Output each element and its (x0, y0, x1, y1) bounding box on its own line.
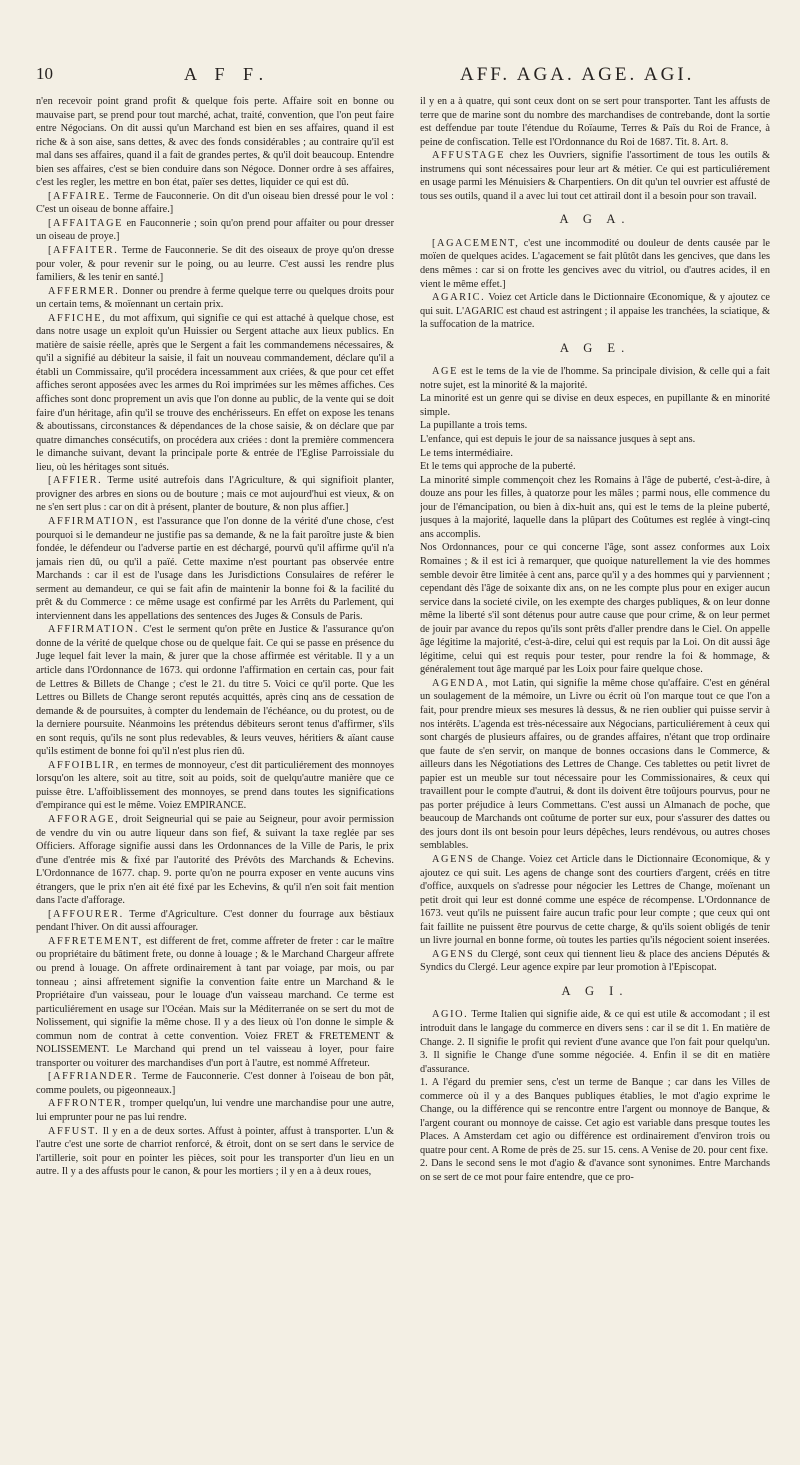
entry-headword: [AFFOURER. (48, 908, 124, 920)
dictionary-entry (420, 948, 770, 975)
entry-text: Terme de Fauconnerie. C'est donner à l'oiseau de bon pât, comme poulets, ou pigeonneaux.] (36, 1071, 394, 1096)
right-running-title: AFF. AGA. AGE. AGI. (460, 64, 695, 85)
text-columns (36, 95, 770, 1465)
dictionary-entry (36, 813, 394, 908)
dictionary-entry (36, 217, 394, 244)
entry-text: est le tems de la vie de l'homme. Sa principale division, & celle qui a fait notre sujet, est la minorité & la majorité. (420, 366, 770, 391)
entry-text: Terme Italien qui signifie aide, & ce qui est utile & accomodant ; il est introduit dans le langage du commerce en divers sens : car il se dit 1. En matière de Change. 2. Il signifie le profit qui revient d'une avance que l'on fait pour quelqu'un. 3. Il signifie le Change d'une somme négociée. 4. Enfin il se dit en matière d'assurance. (420, 1009, 770, 1075)
entry-headword: AFFIRMATION, (48, 515, 140, 527)
entry-text: Et le tems qui approche de la puberté. (420, 461, 576, 473)
dictionary-entry (420, 419, 770, 433)
entry-text: 1. A l'égard du premier sens, c'est un terme de Banque ; car dans les Villes de commerce où il y a des Banques publiques établies, le mot d'agio exprime le Change, ou la différence qui se rencontre entre l'argent ou monnoye de Banque, & l'argent courant ou monnoye de caisse. Cet agio est variable dans presque toutes les Places. A Amsterdam cet agio ou différence est ordinairement d'environ trois ou quatre pour cent. A Rome de près de 25. sur 15. cens. A Venise de 20. pour cent fixe. (420, 1077, 770, 1156)
dictionary-entry (420, 1008, 770, 1076)
entry-text: n'en recevoir point grand profit & quelque fois perte. Affaire soit en bonne ou mauvaise part, se prend pour tout marché, achat, traité, convention, que l'on peut faire entre Négocians. On dit aussi qu'un Marchand est bien en ses affaires, quand il est riche & à son aise, sans dettes, & avec des fonds considérables ; au contraire qu'il est mal dans ses affaires, quand il a fait de grandes pertes, & qu'il doit beaucoup. Entendre bien ses affaires, c'est se bien conduire dans son Négoce. Donner ordre à ses affaires, c'est les regler, les mettre en bon état, païer ses dettes, liquider ce qui est dû. (36, 96, 394, 189)
entry-headword: [AFFRIANDER. (48, 1071, 138, 1083)
dictionary-entry (420, 541, 770, 676)
dictionary-entry (420, 95, 770, 149)
entry-headword: AFFOIBLIR, (48, 759, 120, 771)
entry-text: est different de fret, comme affreter de freter : car le maître ou propriétaire du bâtiment frete, ou donne à louage ; & le Marchand Chargeur affrete ou prend à louage. On affrete ordinairement à tant par voiage, par mois, ou par tonneau ; ainsi affretement signifie la convention faite entre un Marchand & le Propriétaire d'un vaisseau, pour le louage d'un vaisseau marchand. Ce terme est particuliérement en usage sur l'Océan. Mais sur la Méditerranée on se sert du mot de Nolissement, qui signifie la même chose. Il y a des lieux où l'on donne le simple & commun nom de contrat à cette convention. Voiez FRET & FRETEMENT & NOLISSEMENT. Le Marchand qui prend un tel vaisseau à loyer, pour faire transporter ou voiturer des marchandises d'un port à l'autre, est nommé Affreteur. (36, 935, 394, 1069)
dictionary-entry (420, 677, 770, 853)
entry-headword: [AFFAITER. (48, 245, 119, 257)
entry-text: il y en a à quatre, qui sont ceux dont on se sert pour transporter. Tant les affusts de terre que de marine sont du nombre des marchandises de contrebande, dont la sortie est deffendue par toute l'étendue du Roïaume, Terres & Païs du Roi de France, à peine de confiscation. Telle est l'Ordonnance du Roi de 1687. Tit. 8. Art. 8. (420, 96, 770, 148)
dictionary-entry (36, 623, 394, 758)
dictionary-entry (420, 1076, 770, 1157)
dictionary-entry (420, 291, 770, 332)
entry-text: droit Seigneurial qui se paie au Seigneur, pour avoir permission de vendre du vin ou autre liqueur dans son fief, & suivant la taxe reglée par ses Officiers. Afforage signifie aussi dans les Ordonnances de la Ville de Paris, le prix d'une d'entrée mis & fixé par l'autorité des Prévôts des Marchands & Echevins. L'Ordonnance de 1677. chap. 9. porte qu'on ne pourra exposer en vente aucuns vins étrangers, que le prix n'en ait été fixé par les Echevins, & qu'il n'en soit fait mention dans l'acte d'afforage. (36, 813, 394, 907)
entry-text: chez les Ouvriers, signifie l'assortiment de tous les outils & instrumens qui sont nécessaires pour leur art & métier. Ce qui est particuliérement en usage parmi les Ménuisiers & Charpentiers. On dit qu'un tel ouvrier est affusté de tous ses outils, quand il a avec lui tout cet attirail dont il a besoin pour son travail. (420, 150, 770, 202)
dictionary-entry (36, 95, 394, 190)
entry-text: Donner ou prendre à ferme quelque terre ou quelques droits pour un certain tems, & moïennant un certain prix. (36, 285, 394, 311)
right-column (420, 95, 770, 1465)
section-heading: A G I. (561, 983, 629, 998)
entry-headword: AFFIRMATION. (48, 624, 140, 636)
dictionary-entry (36, 285, 394, 312)
entry-headword: AGE (432, 366, 458, 378)
entry-text: mot Latin, qui signifie la même chose qu'affaire. C'est en général un soulagement de la mémoire, un Livre ou écrit où l'on marque tout ce que l'on a fait, pour prendre mieux ses mesures là dessus, & ne rien oublier qui puisse servir à nos intérêts. L'agenda est très-nécessaire aux Négocians, particuliérement à ceux qui sont chargés de plusieurs affaires, ou de grandes affaires, n'étant que trop ordinaire que faute de s'en servir, on manque de bonnes occasions dans le Commerce, & ailleurs dans les Négotiations des Lettres de Change. Ces tablettes ou petit livret de papier est un meuble sur tout nécessaire pour les Commissionaires, & ceux qui travaillent pour le compte d'autrui, & dont ils doivent être toûjours pourvus, pour ne pas porter préjudice à leurs Commettans. C'est aussi un Almanach de poche, que beaucoup de Marchands ont coûtume de porter sur eux, pour s'assurer des dattes ou des jours dont ils ont besoin pour leurs dépêches, leurs rendévous, ou autres choses semblables. (420, 677, 770, 852)
entry-headword: AGIO. (432, 1009, 469, 1021)
section-heading: A G E. (559, 340, 631, 355)
entry-text: tromper quelqu'un, lui vendre une marchandise pour une autre, lui emprunter pour ne pas lui rendre. (36, 1098, 394, 1124)
dictionary-entry (420, 149, 770, 203)
entry-text: en termes de monnoyeur, c'est dit particuliérement des monnoyes lorsqu'on les altere, soit au titre, soit au poids, soit de quelqu'autre manière que ce puisse être. L'affoiblissement des monnoyes, se prend dans toutes les significations d'empirance qui est le même. Voiez EMPIRANCE. (36, 759, 394, 812)
entry-headword: AFFUSTAGE (432, 150, 506, 162)
entry-headword: AGARIC. (432, 292, 486, 304)
left-running-title: A F F. (184, 64, 271, 84)
entry-headword: [AGACEMENT, (432, 237, 520, 249)
entry-text: La minorité est un genre qui se divise en deux especes, en pupillante & en minorité simple. (420, 393, 770, 418)
dictionary-entry (420, 1157, 770, 1184)
entry-headword: AFFORAGE, (48, 813, 120, 825)
entry-headword: AFFICHE, (48, 312, 107, 324)
entry-text: de Change. Voiez cet Article dans le Dictionnaire Œconomique, & y ajoutez ce qui suit. Les agens de change sont des courtiers d'argent, créés en titre d'office, auxquels on s'adresse pour négocier les Lettres de Change, moïenant un petit droit qui leur est donné comme une espéce de récompense. L'Ordonnance de 1673. veut qu'ils ne puissent faire aucun trafic pour leur compte ; que ceux qui ont fait faillite ne puissent être pourvus de cette charge, & qu'ils soient obligés de tenir un livre journal en bonne forme, où toutes les parties qu'ils négocient soient inserées. (420, 853, 770, 947)
dictionary-entry (36, 244, 394, 285)
dictionary-entry (36, 908, 394, 935)
entry-text: Voiez cet Article dans le Dictionnaire Œconomique, & y ajoutez ce qui suit. L'AGARIC est chaud est astringent ; il appaise les tranchées, la sciatique, & la suffocation de la matrice. (420, 292, 770, 331)
left-column (36, 95, 394, 1465)
dictionary-entry (420, 853, 770, 948)
dictionary-entry (36, 759, 394, 813)
entry-text: Terme de Fauconnerie. Se dit des oiseaux de proye qu'on dresse pour voler, & pour revenir sur le poing, ou au leurre. C'est aussi les rendre plus familiers, & les tenir en santé.] (36, 245, 394, 284)
entry-headword: AGENS (432, 853, 475, 865)
dictionary-entry (420, 237, 770, 291)
entry-text: en Fauconnerie ; soin qu'on prend pour affaiter ou pour dresser un oiseau de proye.] (36, 217, 394, 243)
dictionary-entry (420, 474, 770, 542)
running-header (36, 64, 764, 90)
entry-text: du Clergé, sont ceux qui tiennent lieu & place des anciens Députés & Syndics du Clergé. Leur agence expire par leur promotion à l'Episcopat. (420, 948, 770, 974)
entry-text: Terme de Fauconnerie. On dit d'un oiseau bien dressé pour le vol : C'est un oiseau de bonne affaire.] (36, 190, 394, 216)
dictionary-entry (420, 392, 770, 419)
entry-text: La minorité simple commençoit chez les Romains à l'âge de puberté, c'est-à-dire, à douze ans pour les filles, à quatorze pour les mâles ; parmi nous, elle commence du jour de l'émancipation, ou bien à dix-huit ans, qui est le tems de la pleine puberté, jusques à la majorité, laquelle dans la plûpart des Coûtumes est reglée à vingt-cinq ans accomplis. (420, 474, 770, 540)
entry-headword: [AFFAITAGE (48, 217, 124, 229)
dictionary-entry (36, 1125, 394, 1179)
dictionary-entry (36, 1097, 394, 1124)
entry-text: Nos Ordonnances, pour ce qui concerne l'âge, sont assez conformes aux Loix Romaines ; & il est ici à remarquer, que quoique naturellement la vie des hommes semble devoir être limitée à cent ans, parce qu'il y a des hommes qui y parviennent ; cependant dès l'âge de soixante dix ans, on ne les compte plus pour en exiger aucun service dans la societé civile, on les exempte des charges publiques, & on leur donne même la liberté s'il sont détenus pour autre cause que pour crime, & on leur permet de jouir par avance du repos qu'ils sont prêts d'aller prendre dans le Ciel. On appelle âge légitime la majorité, c'est-à-dire, celui qui est requis par la Loi. On dit aussi âge légitime, celui qui est requis pour tester, pour rendre la foi & hommage, & généralement tout âge marqué par les Loix pour faire quelque chose. (420, 542, 770, 676)
entry-headword: AFFUST. (48, 1125, 100, 1137)
entry-text: du mot affixum, qui signifie ce qui est attaché à quelque chose, est dans notre usage un exploit qu'un Huissier ou Sergent attache aux lieux publics. En matière de saisie réelle, après que le Sergent a fait les commandemens nécessaires, & qu'il a signifié au débiteur la saisie, il fait un nouveau commandement, déclare qu'il a établi un Commissaire, qu'il procédera incessamment aux criées, & que pour cet effet affiches seront apposées avec les armes du Roi imprimées sur les mêmes affiches. Ces affiches sont donc proprement un avis que l'on donne au public, de la vente qui se doit faire d'un héritage, afin qu'il se trouve des enchérisseurs. En effet on expose les tenans & aboutissans, circonstances & dépendances de la chose saisie, & on déclare que par quatre dimanches consécutifs, on procédera aux criées : dont la première commencera le dimanche suivant, devant la principale porte & entrée de l'Eglise Parroissiale du lieu, où les héritages sont situés. (36, 312, 394, 473)
entry-headword: [AFFIER. (48, 475, 103, 487)
entry-text: Terme d'Agriculture. C'est donner du fourrage aux bêstiaux pendant l'hiver. On dit aussi affourager. (36, 908, 394, 934)
entry-headword: AFFRETEMENT, (48, 935, 143, 947)
entry-headword: AFFRONTER, (48, 1098, 127, 1110)
entry-text: L'enfance, qui est depuis le jour de sa naissance jusques à sept ans. (420, 434, 696, 446)
dictionary-entry (36, 935, 394, 1070)
dictionary-entry (36, 190, 394, 217)
dictionary-entry (36, 312, 394, 475)
entry-text: La pupillante a trois tems. (420, 420, 528, 432)
dictionary-entry (36, 515, 394, 623)
entry-text: C'est le serment qu'on prête en Justice & l'assurance qu'on donne de la vérité de quelque chose ou de quelque fait. Ce qui se passe en présence du Juge lequel fait lever la main, & jurer que la chose affirmée est véritable. Il y a un article dans l'Ordonnance de 1673. qui ordonne l'affirmation en certain cas, pour fait de Lettres & Billets de Change ; c'est le 21. du titre 5. Voici ce qu'il porte. Que les Lettres ou Billets de Change seront reputés acquittés, après cinq ans de cessation de demande & de poursuites, à compter du lendemain de l'échéance, ou du protest, ou de la derniere poursuite. Néanmoins les prétendus débiteurs seront tenus d'affirmer, s'ils en sont requis, qu'ils ne sont plus redevables, & leurs veuves, héritiers & aïant cause qu'ils estiment de bonne foi qu'il n'est plus rien dû. (36, 624, 394, 758)
dictionary-entry (420, 447, 770, 461)
dictionary-entry (420, 460, 770, 474)
dictionary-entry (420, 365, 770, 392)
dictionary-entry (36, 1070, 394, 1097)
entry-text: Terme usité autrefois dans l'Agriculture, & qui signifioit planter, provigner des arbres en sions ou de bouture ; mais ce mot aujourd'hui est vieux, & on ne s'en sert plus : car on dit à présent, planter de bouture, & non plus affier.] (36, 475, 394, 514)
entry-headword: AGENDA, (432, 677, 490, 689)
section-heading: A G A. (559, 212, 631, 227)
dictionary-entry (420, 433, 770, 447)
dictionary-entry (36, 474, 394, 515)
entry-headword: [AFFAIRE. (48, 190, 111, 202)
entry-headword: AFFERMER. (48, 285, 120, 297)
entry-text: est l'assurance que l'on donne de la vérité d'une chose, c'est pourquoi si le demandeur ne justifie pas sa demande, & ne la fait paroître juste & bien fondée, le défendeur ou l'adverse partie en est déchargé, pourvû qu'il affirme qu'il n'a jamais rien dû, ou qu'il a païé. Cette maxime n'est pourtant pas observée entre Marchands : car il est de l'usage dans les Jurisdictions Consulaires de reférer le serment au demandeur, ce qui se fait afin de maintenir la bonne foi & la facilité du prêt & du Commerce : ce même usage est confirmé par les Arrêts du Parlement, qui interviennent dans les appellations des sentences des Juges & Consuls de Paris. (36, 515, 394, 622)
entry-headword: AGENS (432, 948, 475, 960)
entry-text: 2. Dans le second sens le mot d'agio & d'avance sont synonimes. Entre Marchands on se sert de ce mot pour faire entendre, que ce pro- (420, 1158, 770, 1184)
entry-text: Le tems intermédiaire. (420, 447, 513, 459)
page-number: 10 (36, 64, 53, 83)
entry-text: Il y en a de deux sortes. Affust à pointer, affust à transporter. L'un & l'autre c'est une sorte de charriot renforcé, & étroit, dont on se sert dans le service de l'artillerie, soit pour en pointer les pièces, soit pour les transporter d'un lieu en un autre. Il y a des affusts pour le canon, & pour les mortiers ; il y en a à deux roues, (36, 1125, 394, 1178)
entry-text: c'est une incommodité ou douleur de dents causée par le moïen de quelques acides. L'agacement se fait plûtôt dans les gencives, que dans les dens mêmes : car si on frotte les gencives avec du vitriol, ou d'autres acides, il en vient le même effet.] (420, 237, 770, 290)
